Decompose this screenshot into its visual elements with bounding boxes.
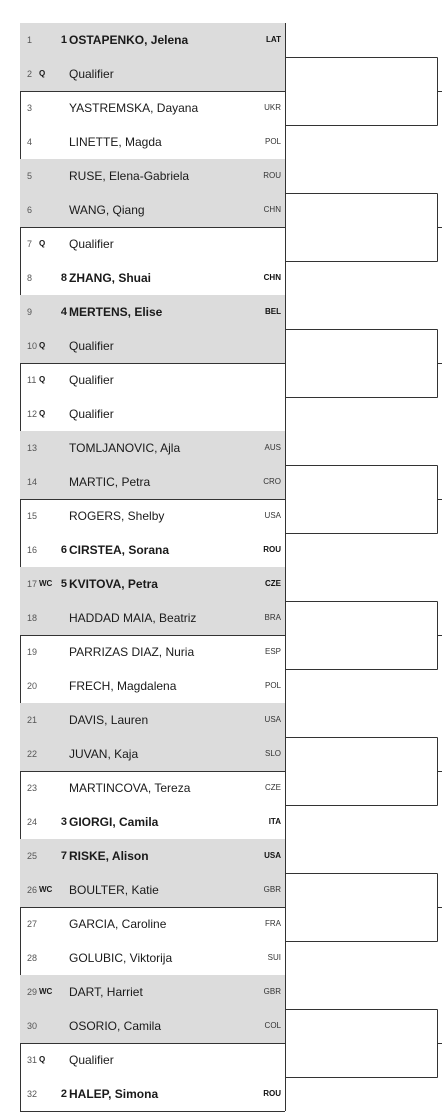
country-code: AUS: [264, 443, 281, 452]
player-name: MERTENS, Elise: [69, 305, 163, 319]
seed-number: 3: [60, 816, 67, 828]
country-code: CHN: [263, 205, 281, 214]
seed-number: [50, 125, 67, 159]
entry-status: WC: [39, 885, 53, 894]
player-name: HADDAD MAIA, Beatriz: [69, 611, 197, 625]
draw-position: 21: [27, 715, 38, 725]
country-code: ROU: [263, 1089, 281, 1098]
country-code: POL: [264, 681, 281, 690]
seed-number: 5: [60, 578, 67, 590]
seed-number: [50, 669, 67, 703]
draw-position: 26: [27, 885, 38, 895]
seed-number: [50, 397, 67, 431]
player-name: HALEP, Simona: [69, 1087, 159, 1101]
draw-position: 23: [27, 783, 38, 793]
player-name: MARTINCOVA, Tereza: [69, 781, 191, 795]
player-row[interactable]: [20, 1043, 285, 1077]
player-row[interactable]: [20, 397, 285, 431]
player-row[interactable]: [20, 125, 285, 159]
seed-number: 7: [60, 850, 67, 862]
draw-position: 16: [27, 545, 38, 555]
seed-number: 6: [60, 544, 67, 556]
draw-position: 22: [27, 749, 38, 759]
player-row[interactable]: [20, 669, 285, 703]
player-name: GARCIA, Caroline: [69, 917, 167, 931]
player-row[interactable]: [20, 295, 285, 329]
country-code: ROU: [263, 545, 281, 554]
draw-position: 1: [27, 35, 33, 45]
country-code: BEL: [265, 307, 281, 316]
draw-position: 32: [27, 1089, 38, 1099]
player-row[interactable]: [20, 941, 285, 975]
country-code: CHN: [263, 273, 281, 282]
player-row[interactable]: [20, 975, 285, 1009]
country-code: USA: [264, 715, 281, 724]
draw-position: 10: [27, 341, 38, 351]
seed-number: [50, 737, 67, 771]
seed-number: [50, 703, 67, 737]
seed-number: [50, 975, 67, 1009]
draw-position: 13: [27, 443, 38, 453]
player-name: Qualifier: [69, 373, 114, 387]
player-name: Qualifier: [69, 407, 114, 421]
player-name: Qualifier: [69, 1053, 114, 1067]
player-row[interactable]: [20, 261, 285, 295]
player-name: ZHANG, Shuai: [69, 271, 152, 285]
draw-position: 17: [27, 579, 38, 589]
player-row[interactable]: [20, 227, 285, 261]
draw-position: 6: [27, 205, 33, 215]
country-code: CRO: [263, 477, 281, 486]
player-row[interactable]: [20, 91, 285, 125]
player-row[interactable]: [20, 805, 285, 839]
draw-position: 18: [27, 613, 38, 623]
seed-number: 2: [60, 1088, 67, 1100]
player-name: TOMLJANOVIC, Ajla: [69, 441, 181, 455]
seed-number: 1: [60, 34, 67, 46]
draw-position: 4: [27, 137, 33, 147]
player-name: BOULTER, Katie: [69, 883, 159, 897]
player-name: CIRSTEA, Sorana: [69, 543, 170, 557]
draw-position: 7: [27, 239, 33, 249]
player-name: LINETTE, Magda: [69, 135, 162, 149]
country-code: CZE: [265, 783, 281, 792]
seed-number: [50, 771, 67, 805]
player-row[interactable]: [20, 329, 285, 363]
draw-position: 19: [27, 647, 38, 657]
draw-position: 5: [27, 171, 33, 181]
player-name: PARRIZAS DIAZ, Nuria: [69, 645, 195, 659]
player-row[interactable]: [20, 1077, 285, 1111]
entry-status: WC: [39, 987, 53, 996]
draw-position: 24: [27, 817, 38, 827]
draw-position: 8: [27, 273, 33, 283]
country-code: ROU: [263, 171, 281, 180]
seed-number: [50, 431, 67, 465]
country-code: ITA: [268, 817, 281, 826]
country-code: COL: [264, 1021, 281, 1030]
player-row[interactable]: [20, 1009, 285, 1043]
draw-position: 14: [27, 477, 38, 487]
draw-position: 20: [27, 681, 38, 691]
player-name: Qualifier: [69, 67, 114, 81]
seed-number: [50, 941, 67, 975]
player-row[interactable]: [20, 193, 285, 227]
seed-number: [50, 363, 67, 397]
player-name: Qualifier: [69, 237, 114, 251]
draw-position: 11: [27, 375, 37, 385]
player-name: ROGERS, Shelby: [69, 509, 165, 523]
player-row[interactable]: [20, 907, 285, 941]
player-name: RISKE, Alison: [69, 849, 149, 863]
seed-number: [50, 635, 67, 669]
entry-status: Q: [39, 1055, 46, 1064]
seed-number: 4: [60, 306, 67, 318]
seed-number: [50, 329, 67, 363]
player-name: YASTREMSKA, Dayana: [69, 101, 199, 115]
country-code: POL: [264, 137, 281, 146]
player-name: DAVIS, Lauren: [69, 713, 149, 727]
player-row[interactable]: [20, 23, 285, 57]
player-name: KVITOVA, Petra: [69, 577, 158, 591]
player-name: OSORIO, Camila: [69, 1019, 162, 1033]
country-code: USA: [264, 851, 281, 860]
country-code: GBR: [263, 987, 281, 996]
player-row[interactable]: [20, 431, 285, 465]
seed-number: [50, 601, 67, 635]
player-row[interactable]: [20, 159, 285, 193]
player-name: RUSE, Elena-Gabriela: [69, 169, 190, 183]
seed-number: [50, 193, 67, 227]
entry-status: Q: [39, 341, 46, 350]
seed-number: 8: [60, 272, 67, 284]
player-row[interactable]: [20, 533, 285, 567]
player-name: OSTAPENKO, Jelena: [69, 33, 189, 47]
player-row[interactable]: [20, 771, 285, 805]
country-code: ESP: [264, 647, 281, 656]
draw-position: 31: [27, 1055, 38, 1065]
seed-number: [50, 499, 67, 533]
country-code: SLO: [264, 749, 281, 758]
entry-status: WC: [39, 579, 53, 588]
draw-position: 28: [27, 953, 38, 963]
entry-status: Q: [39, 375, 46, 384]
country-code: LAT: [266, 35, 281, 44]
draw-position: 15: [27, 511, 38, 521]
draw-position: 9: [27, 307, 33, 317]
player-row[interactable]: [20, 703, 285, 737]
player-row[interactable]: [20, 635, 285, 669]
country-code: USA: [264, 511, 281, 520]
seed-number: [50, 873, 67, 907]
seed-number: [50, 57, 67, 91]
player-row[interactable]: [20, 567, 285, 601]
seed-number: [50, 907, 67, 941]
country-code: CZE: [265, 579, 281, 588]
draw-position: 25: [27, 851, 38, 861]
player-name: GIORGI, Camila: [69, 815, 159, 829]
player-name: DART, Harriet: [69, 985, 143, 999]
player-name: GOLUBIC, Viktorija: [69, 951, 173, 965]
seed-number: [50, 465, 67, 499]
country-code: SUI: [267, 953, 281, 962]
entry-status: Q: [39, 409, 46, 418]
draw-position: 29: [27, 987, 38, 997]
draw-position: 30: [27, 1021, 38, 1031]
seed-number: [50, 1043, 67, 1077]
seed-number: [50, 159, 67, 193]
player-name: MARTIC, Petra: [69, 475, 151, 489]
seed-number: [50, 227, 67, 261]
draw-position: 3: [27, 103, 33, 113]
entry-status: Q: [39, 69, 46, 78]
draw-position: 2: [27, 69, 33, 79]
player-row[interactable]: [20, 737, 285, 771]
player-row[interactable]: [20, 601, 285, 635]
player-name: JUVAN, Kaja: [69, 747, 139, 761]
player-row[interactable]: [20, 839, 285, 873]
player-row[interactable]: [20, 57, 285, 91]
player-row[interactable]: [20, 465, 285, 499]
seed-number: [50, 91, 67, 125]
country-code: FRA: [265, 919, 281, 928]
player-row[interactable]: [20, 363, 285, 397]
draw-position: 27: [27, 919, 38, 929]
draw-position: 12: [27, 409, 38, 419]
player-name: FRECH, Magdalena: [69, 679, 177, 693]
player-name: WANG, Qiang: [69, 203, 145, 217]
player-row[interactable]: [20, 873, 285, 907]
player-row[interactable]: [20, 499, 285, 533]
seed-number: [50, 1009, 67, 1043]
player-name: Qualifier: [69, 339, 114, 353]
country-code: UKR: [264, 103, 281, 112]
country-code: BRA: [264, 613, 281, 622]
country-code: GBR: [263, 885, 281, 894]
entry-status: Q: [39, 239, 46, 248]
